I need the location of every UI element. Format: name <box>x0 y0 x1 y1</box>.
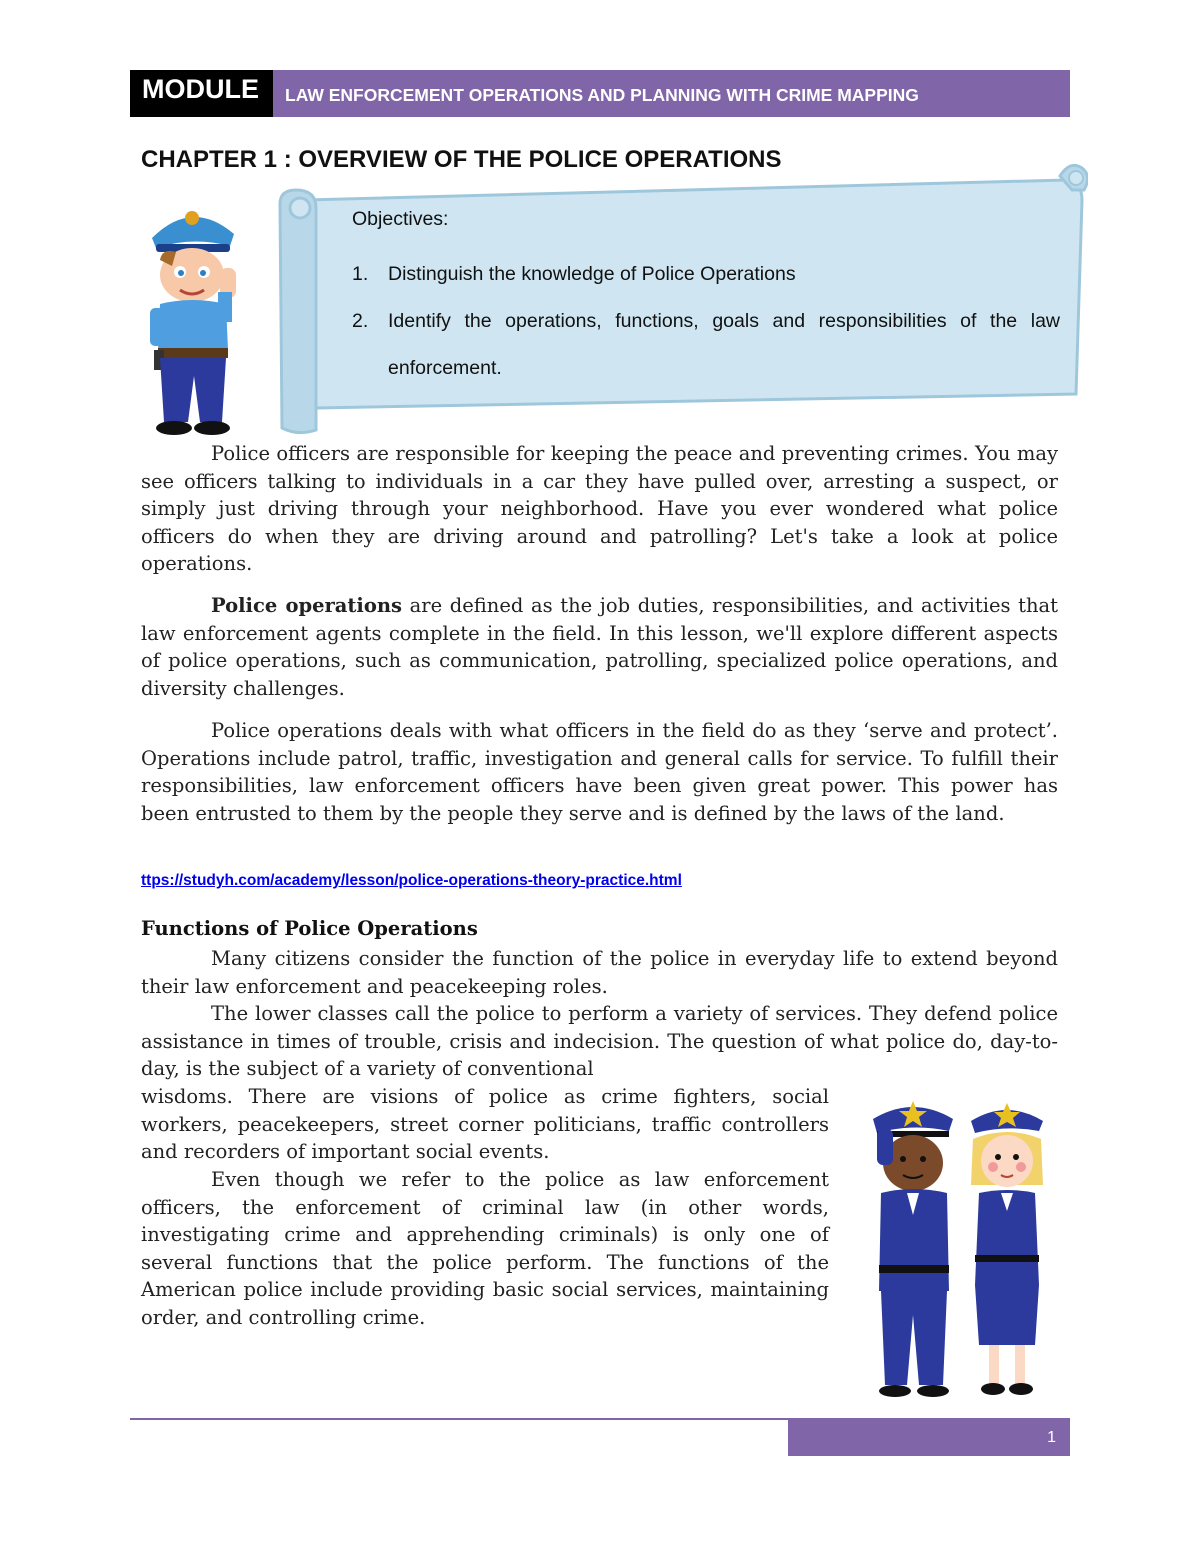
intro-paragraph: Police officers are responsible for keeping the peace and preventing crimes. You may see officers talking to individuals in a car they have pulled over, arresting a suspect, or simply just driving through your neighborhood. Have you ever wondered what police officers do when they are driving around and patrolling? Let's take a look at police operations. <box>141 442 1058 575</box>
functions-paragraph-3: Even though we refer to the police as law enforcement officers, the enforcement of criminal law (in other words, investigating crime and apprehending criminals) is only one of several functions that the police perform. The functions of the American police include providing basic social services, maintaining order, and controlling crime. <box>141 1168 829 1329</box>
definition-text: are defined as the job duties, responsibilities, and activities that law enforcement agents complete in the field. In this lesson, we'll explore different aspects of police operations, such as communication, patrolling, specialized police operations, and diversity challenges. <box>141 594 1058 700</box>
objective-number: 2. <box>352 310 369 332</box>
module-title: LAW ENFORCEMENT OPERATIONS AND PLANNING WITH CRIME MAPPING <box>273 70 1070 117</box>
objective-item <box>352 251 1060 298</box>
police-officer-illustration <box>142 200 242 440</box>
objective-text: Identify the operations, functions, goals and responsibilities of the law enforcement. <box>388 310 1060 379</box>
objectives-block <box>352 208 1060 392</box>
operations-paragraph: Police operations deals with what officers in the field do as they ‘serve and protect’. Operations include patrol, traffic, investigation and general calls for service. To fulfill their responsibilities, law enforcement officers have been given great power. This power has been entrusted to them by the people they serve and is defined by the laws of the land. <box>141 719 1058 825</box>
functions-paragraph-2-continued: wisdoms. There are visions of police as crime fighters, social workers, peacekeepers, street corner politicians, traffic controllers and recorders of important social events. <box>141 1085 829 1163</box>
definition-paragraph <box>141 592 1058 702</box>
module-label: MODULE <box>130 70 273 117</box>
functions-paragraph-2: The lower classes call the police to perform a variety of services. They defend police assistance in times of trouble, crisis and indecision. The question of what police do, day-to-day, is the subject of a variety of conventional <box>141 1002 1058 1080</box>
objective-number: 1. <box>352 263 369 285</box>
page-number: 1 <box>788 1420 1070 1456</box>
module-header <box>130 70 1070 117</box>
objective-text: Distinguish the knowledge of Police Operations <box>388 263 796 285</box>
police-officers-illustration <box>855 1095 1070 1410</box>
functions-heading: Functions of Police Operations <box>141 917 478 940</box>
functions-paragraph-1: Many citizens consider the function of the police in everyday life to extend beyond their law enforcement and peacekeeping roles. <box>141 947 1058 998</box>
objectives-heading: Objectives: <box>352 208 449 230</box>
objectives-list <box>352 251 1060 392</box>
objective-item <box>352 298 1060 392</box>
source-link[interactable]: ttps://studyh.com/academy/lesson/police-operations-theory-practice.html <box>141 872 682 889</box>
chapter-title: CHAPTER 1 : OVERVIEW OF THE POLICE OPERATIONS <box>141 146 782 173</box>
definition-term: Police operations <box>211 594 402 617</box>
